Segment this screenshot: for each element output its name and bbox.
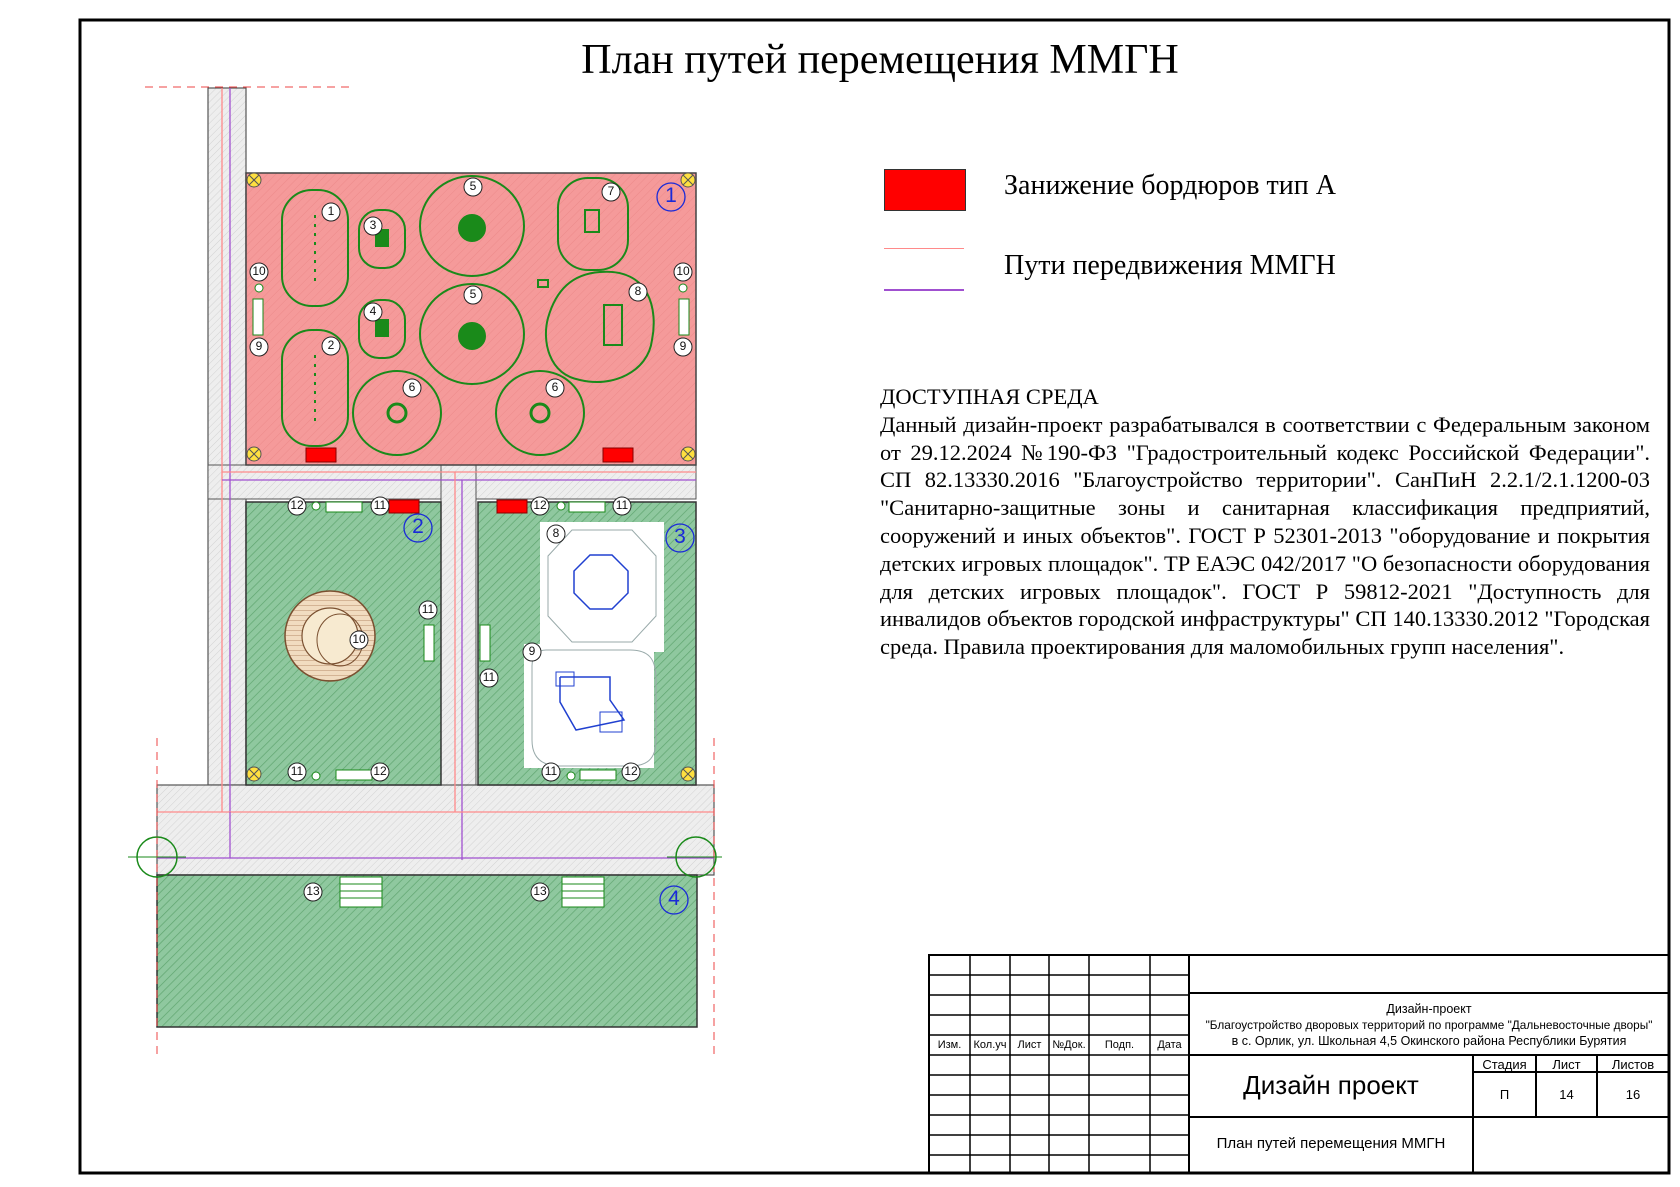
equipment-marker-label: 13: [533, 884, 547, 898]
lowered-curb: [306, 448, 336, 462]
equipment-marker-label: 9: [528, 644, 536, 658]
equipment-marker-label: 12: [373, 764, 387, 778]
tb-project-line3: в с. Орлик, ул. Школьная 4,5 Окинского района Республики Бурятия: [1231, 1034, 1627, 1048]
accessibility-note: [880, 383, 1650, 661]
equipment-marker-label: 12: [624, 764, 638, 778]
equipment-marker-label: 12: [533, 498, 547, 512]
tb-col-kolvo: Кол.уч: [973, 1039, 1007, 1051]
equipment-marker-label: 4: [369, 304, 377, 318]
title-block-grid: [929, 955, 1189, 1173]
legend-label-curb: Занижение бордюров тип А: [1004, 170, 1336, 201]
lowered-curb: [389, 500, 419, 513]
tb-design-label: Дизайн проект: [1243, 1070, 1419, 1100]
zone-number-label: 4: [668, 887, 680, 910]
zone-number-label: 3: [674, 525, 686, 548]
equipment-marker-label: 6: [408, 380, 416, 394]
tb-stage-label: Стадия: [1482, 1057, 1527, 1072]
tb-col-data: Дата: [1157, 1039, 1182, 1051]
equipment-marker-label: 11: [615, 498, 629, 512]
equipment-marker-label: 9: [679, 339, 687, 353]
equipment-marker-label: 2: [327, 338, 335, 352]
equipment-marker-label: 9: [255, 339, 263, 353]
zone-number-label: 2: [412, 515, 424, 538]
legend-label-route: Пути передвижения ММГН: [1004, 250, 1336, 281]
path-horizontal-bottom: [157, 785, 714, 875]
equipment-marker-label: 8: [634, 284, 642, 298]
tb-stage-value: П: [1499, 1087, 1510, 1102]
tb-col-izm: Изм.: [937, 1039, 962, 1051]
equipment-marker-label: 8: [552, 526, 560, 540]
zone-4-lawn: [157, 875, 697, 1027]
accessibility-text: Данный дизайн-проект разрабатывался в соответствии с Федеральным законом от 29.12.2024 №190-ФЗ "Градостроительный кодекс Российской Федерации". СП 82.13330.2016 "Благоустройство территории". СанПиН 2.2.1/2.1.1200-03 "Санитарно-защитные зоны и санитарная классификация предприятий, сооружений и иных объектов". ГОСТ Р 52301-2013 "оборудование и покрытия детских игровых площадок". ТР ЕАЭС 042/2017 "О безопасности оборудования для детских игровых площадок". ГОСТ Р 59812-2021 "Доступность для инвалидов объектов городской инфраструктуры" СП 140.13330.2012 "Городская среда. Правила проектирования для маломобильных групп населения".: [880, 411, 1650, 660]
site-plan: [128, 87, 722, 1055]
lowered-curb: [603, 448, 633, 462]
equipment-marker-label: 11: [544, 764, 558, 778]
zone-number-label: 1: [665, 184, 677, 207]
equipment-marker-label: 7: [607, 184, 615, 198]
equipment-marker-label: 6: [551, 380, 559, 394]
tb-col-podp: Подп.: [1104, 1039, 1135, 1051]
equipment-marker-label: 5: [469, 179, 477, 193]
equipment-marker-label: 13: [306, 884, 320, 898]
zone-3-equipment: [524, 522, 664, 768]
path-vertical: [208, 88, 246, 785]
legend-swatch-route-2: [884, 289, 964, 291]
equipment-marker-label: 1: [327, 204, 335, 218]
equipment-marker-label: 5: [469, 287, 477, 301]
tb-col-list: Лист: [1017, 1039, 1042, 1051]
tb-sheets-value: 16: [1625, 1087, 1641, 1102]
equipment-marker-label: 11: [290, 764, 304, 778]
equipment-marker-label: 11: [373, 498, 387, 512]
tb-drawing-name: План путей перемещения ММГН: [1216, 1135, 1446, 1152]
equipment-marker-label: 11: [482, 670, 496, 684]
equipment-marker-label: 10: [676, 264, 690, 278]
tb-sheet-label: Лист: [1552, 1057, 1581, 1072]
path-vertical-middle: [441, 465, 476, 785]
equipment-marker-label: 10: [252, 264, 266, 278]
lowered-curb: [497, 500, 527, 513]
tb-project-line2: "Благоустройство дворовых территорий по программе "Дальневосточные дворы": [1205, 1018, 1653, 1032]
equipment-marker-label: 11: [421, 602, 435, 616]
tb-col-doc: №Док.: [1052, 1039, 1086, 1051]
page-title: План путей перемещения ММГН: [581, 37, 1179, 83]
equipment-marker-label: 3: [369, 218, 377, 232]
equipment-marker-label: 12: [290, 498, 304, 512]
accessibility-heading: ДОСТУПНАЯ СРЕДА: [880, 384, 1099, 409]
tb-sheets-label: Листов: [1611, 1057, 1655, 1072]
equipment-marker-label: 10: [352, 632, 366, 646]
tb-project-line1: Дизайн-проект: [1386, 1002, 1472, 1016]
legend-swatch-curb: [884, 169, 966, 211]
tb-sheet-value: 14: [1559, 1087, 1574, 1102]
legend-swatch-route: [884, 248, 964, 249]
